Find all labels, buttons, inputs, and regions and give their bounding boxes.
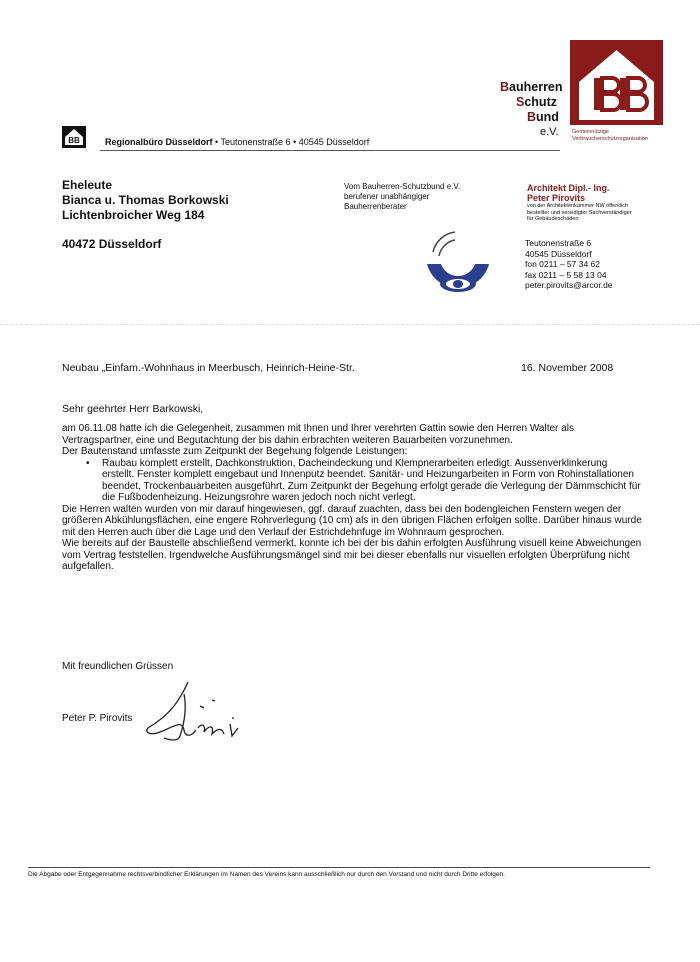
architect-street: Teutonenstraße 6 bbox=[525, 238, 592, 248]
footer-disclaimer: Die Abgabe oder Entgegennahme rechtsverbindlicher Erklärungen im Namen des Vereins kann ausschließlich nur durch den Vorstand und nicht durch Dritte erfolgen. bbox=[28, 871, 505, 878]
org-ev: e.V. bbox=[540, 126, 559, 138]
architect-note-2: bestellter und vereidigter Sachverständiger bbox=[527, 209, 632, 216]
org-tagline-2: Verbraucherschutzorganisation bbox=[572, 136, 648, 142]
bsb-house-logo bbox=[570, 40, 663, 125]
bullet-text: Raubau komplett erstellt, Dachkonstruktion, Dacheindeckung und Klempnerarbeiten erledigt. Aussenverklinkerung erstellt. Fenster komplett eingebaut und Innenputz beendet. Sanitär- und Heizungarbeiten in Form von Rohinstallationen beendet, Trockenbauarbeiten ausgeführt. Zum Zeitpunkt der Begehung erfolgt gerade die Verlegung der Dämmschicht für die Fußbodenheizung. Heizungsrohre waren jedoch noch nicht verlegt. bbox=[102, 457, 641, 503]
paragraph-3: Die Herren walten wurden von mir darauf hingewiesen, ggf. darauf zuachten, dass bei den bodengleichen Fenstern wegen der größeren Abkühlungsflächen, eine engere Rohrverlegung (10 cm) als in den übrigen Flächen erfolgen sollte. Darüber hinaus wurde mit den Herren auch über die Lage und den Verlauf der Estrichdehnfuge im Wohnraum gesprochen. bbox=[62, 503, 642, 538]
addressee-line-2: Bianca u. Thomas Borkowski bbox=[62, 193, 229, 207]
regional-sep-1: • bbox=[212, 137, 221, 147]
architect-contact bbox=[525, 238, 613, 291]
org-tagline bbox=[572, 129, 648, 143]
architect-fax: fax 0211 – 5 58 13 04 bbox=[525, 269, 607, 280]
architect-fon: fon 0211 – 57 34 62 bbox=[525, 259, 600, 269]
small-house-logo bbox=[62, 126, 86, 148]
org-name-initial: B bbox=[500, 80, 510, 94]
regional-city: 40545 Düsseldorf bbox=[298, 137, 370, 147]
architect-title: Architekt Dipl.- Ing. bbox=[527, 183, 610, 193]
paragraph-4: Wie bereits auf der Baustelle abschließend vermerkt, konnte ich bei der bis dahin erfolgten Ausführung visuell keine Abweichungen vom Vertrag feststellen. Irgendwelche Ausführungsmängel sind mir bei dieser ebenfalls nur visuellen erfolgten Überprüfung nicht aufgefallen. bbox=[62, 538, 642, 572]
addressee-city: 40472 Düsseldorf bbox=[62, 237, 162, 251]
addressee-block bbox=[62, 178, 229, 223]
org-line2-initial: S bbox=[516, 95, 525, 109]
architect-city: 40545 Düsseldorf bbox=[525, 248, 592, 259]
letter-signer: Peter P. Pirovits bbox=[62, 713, 133, 724]
letter-closing: Mit freundlichen Grüssen bbox=[62, 661, 174, 672]
org-line3-initial: B bbox=[527, 110, 537, 124]
adviser-note-2: berufener unabhängiger bbox=[344, 192, 430, 201]
adviser-note-1: Vom Bauherren-Schutzbund e.V. bbox=[344, 182, 461, 191]
org-line2: chutz bbox=[524, 95, 557, 109]
letter-salutation: Sehr geehrter Herr Barkowski, bbox=[62, 403, 204, 415]
org-line1: auherren bbox=[509, 80, 563, 94]
header-divider bbox=[100, 150, 560, 151]
adviser-note bbox=[344, 182, 460, 212]
addressee-line-1: Eheleute bbox=[62, 178, 113, 192]
footer-divider bbox=[28, 867, 650, 868]
regional-sep-2: • bbox=[290, 137, 299, 147]
bullet-marker: • bbox=[86, 457, 90, 469]
regional-office-line bbox=[105, 137, 369, 147]
org-name bbox=[500, 80, 563, 125]
architect-note-3: für Gebäudeschäden bbox=[527, 216, 579, 222]
architect-note-1: von der Architektenkammer NW öffentlich bbox=[527, 203, 629, 209]
expert-emblem bbox=[425, 230, 491, 294]
letter-subject: Neubau „Einfam.-Wohnhaus in Meerbusch, Heinrich-Heine-Str. bbox=[62, 362, 355, 374]
architect-name: Peter Pirovits bbox=[527, 193, 586, 203]
letter-body bbox=[62, 423, 642, 573]
regional-office: Regionalbüro Düsseldorf bbox=[105, 137, 213, 147]
org-tagline-1: Gemeinnützige bbox=[572, 129, 609, 135]
architect-email[interactable]: peter.pirovits@arcor.de bbox=[525, 280, 613, 290]
list-item bbox=[62, 458, 642, 504]
architect-block bbox=[527, 183, 632, 223]
adviser-note-3: Bauherrenberater bbox=[344, 202, 407, 211]
paragraph-2: Der Bautenstand umfasste zum Zeitpunkt der Begehung folgende Leistungen: bbox=[62, 446, 408, 457]
org-line3: und bbox=[536, 110, 559, 124]
addressee-line-3: Lichtenbroicher Weg 184 bbox=[62, 208, 205, 222]
handwritten-signature bbox=[140, 680, 250, 750]
fold-line bbox=[0, 324, 700, 326]
letter-date: 16. November 2008 bbox=[521, 362, 614, 374]
paragraph-1: am 06.11.08 hatte ich die Gelegenheit, zusammen mit Ihnen und Ihrer verehrten Gattin sowie den Herren Walter als Vertragspartner, eine und Begutachtung der bis dahin erbrachten weiteren Bauarbeiten vorzunehmen. bbox=[62, 423, 574, 446]
svg-text:BB: BB bbox=[68, 136, 80, 145]
regional-street: Teutonenstraße 6 bbox=[220, 137, 291, 147]
